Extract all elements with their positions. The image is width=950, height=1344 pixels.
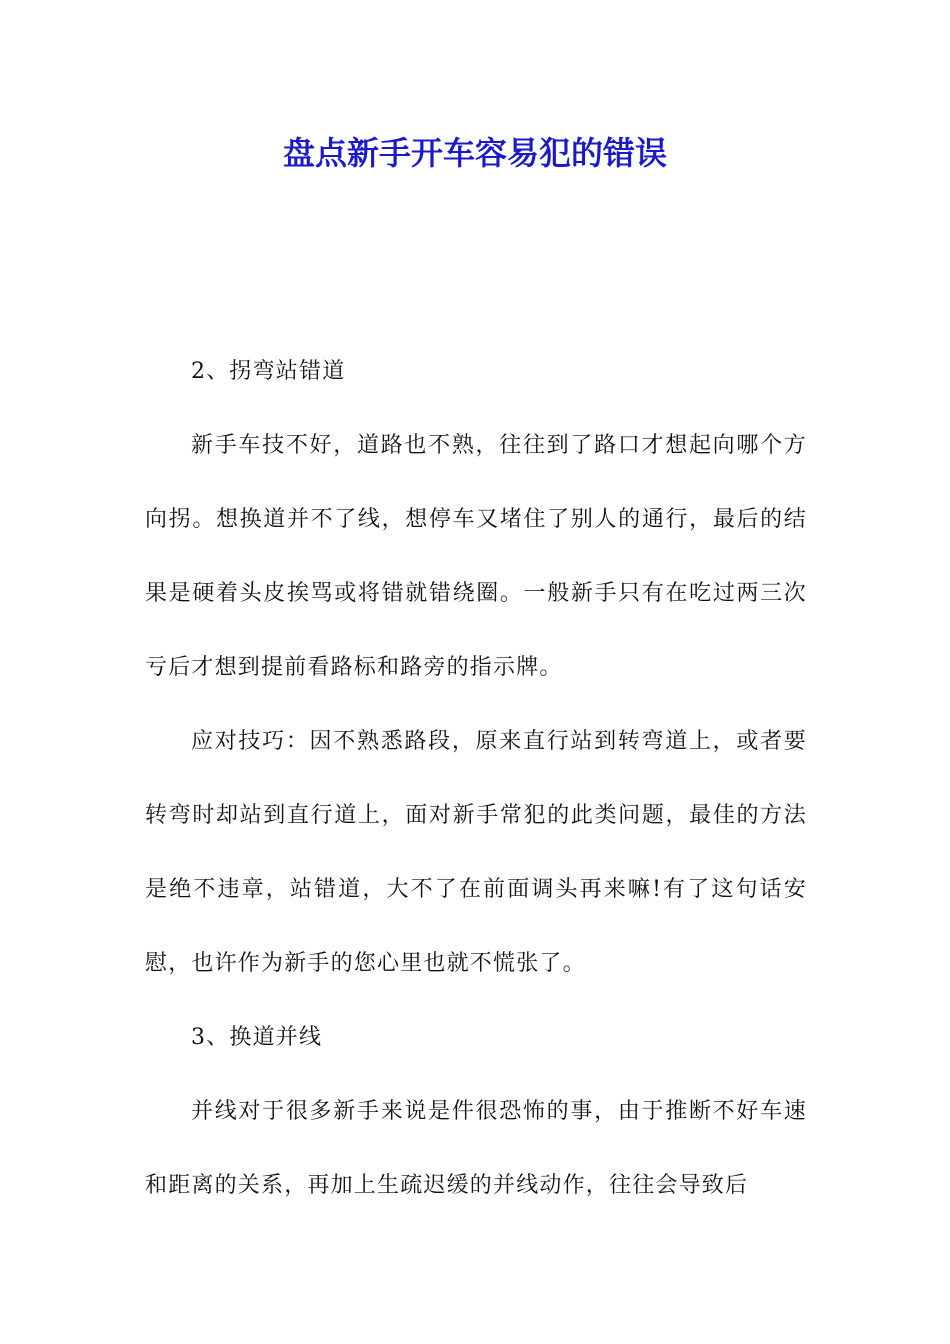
- document-body: [145, 335, 807, 1223]
- paragraph-turn-lane-tips: 应对技巧：因不熟悉路段，原来直行站到转弯道上，或者要转弯时却站到直行道上，面对新手常犯的此类问题，最佳的方法是绝不违章，站错道，大不了在前面调头再来嘛!有了这句话安慰，也许作为新手的您心里也就不慌张了。: [145, 729, 807, 976]
- section-heading-turn-lane: 2、拐弯站错道: [191, 359, 346, 384]
- paragraph-lane-change: 并线对于很多新手来说是件很恐怖的事，由于推断不好车速和距离的关系，再加上生疏迟缓的并线动作，往往会导致后: [145, 1099, 807, 1198]
- document-title: 盘点新手开车容易犯的错误: [282, 134, 667, 172]
- section-heading-lane-change: 3、换道并线: [191, 1025, 323, 1050]
- paragraph-turn-lane-problem: 新手车技不好，道路也不熟，往往到了路口才想起向哪个方向拐。想换道并不了线，想停车又堵住了别人的通行，最后的结果是硬着头皮挨骂或将错就错绕圈。一般新手只有在吃过两三次亏后才想到提前看路标和路旁的指示牌。: [145, 433, 807, 680]
